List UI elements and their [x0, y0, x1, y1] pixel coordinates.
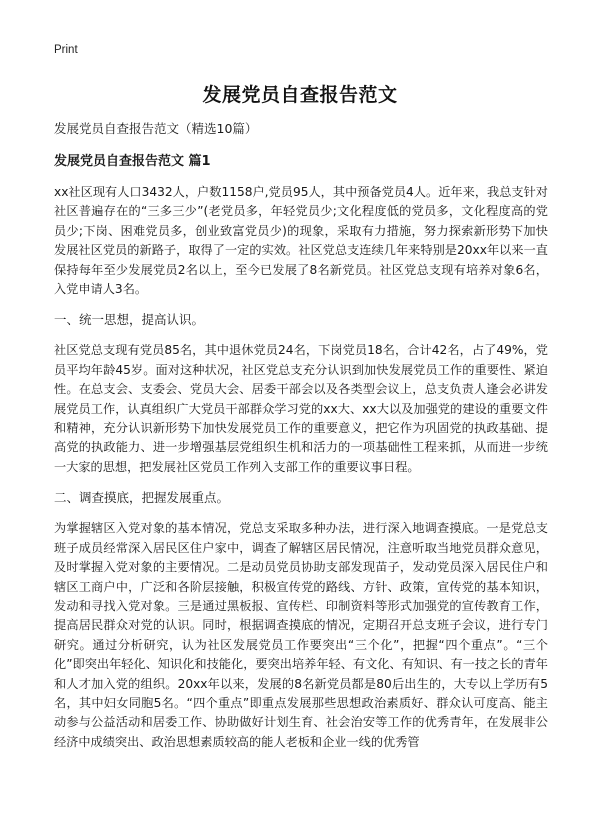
subheading-investigation: 二、调查摸底，把握发展重点。 — [54, 490, 230, 506]
print-label[interactable]: Print — [54, 44, 78, 56]
paragraph-investigation: 为掌握辖区入党对象的基本情况，党总支采取多种办法，进行深入地调查摸底。一是党总支班子成员经常深入居民区住户家中，调查了解辖区居民情况，注意听取当地党员群众意见，及时掌握入党对象的主要情况。二是动员党员协助支部发现苗子，发动党员深入居民住户和辖区工商户中，广泛和各阶层接触，积极宣传党的路线、方针、政策，宣传党的基本知识，发动和寻找入党对象。三是通过黑板报、宣传栏、印制资料等形式加强党的宣传教育工作，提高居民群众对党的认识。同时，根据调查摸底的情况，定期召开总支班子会议，进行专门研究。通过分析研究，认为社区发展党员工作要突出“三个化”，把握“四个重点”。“三个化”即突出年轻化、知识化和技能化，要突出培养年轻、有文化、有知识、有一技之长的青年和人才加入党的组织。20xx年以来，发展的8名新党员都是80后出生的，大专以上学历有5名，其中妇女同胞5名。“四个重点”即重点发展那些思想政治素质好、群众认可度高、能主动参与公益活动和居委工作、协助做好计划生育、社会治安等工作的优秀青年，在发展非公经济中成绩突出、政治思想素质较高的能人老板和企业一线的优秀管 — [54, 521, 548, 749]
section-heading: 发展党员自查报告范文 篇1 — [54, 154, 211, 169]
paragraph-intro: xx社区现有人口3432人，户数1158户,党员95人，其中预备党员4人。近年来，我总支针对社区普遍存在的“三多三少”(老党员多，年轻党员少;文化程度低的党员多，文化程度高的党员少;下岗、困难党员多，创业致富党员少)的现象，采取有力措施，努力探索新形势下加快发展社区党员的新路子，取得了一定的实效。社区党总支连续几年来特别是20xx年以来一直保持每年至少发展党员2名以上，至今已发展了8名新党员。社区党总支现有培养对象6名，入党申请人3名。 — [54, 185, 548, 297]
paragraph-unify-thinking: 社区党总支现有党员85名，其中退休党员24名，下岗党员18名，合计42名，占了49%，党员平均年龄45岁。面对这种状况，社区党总支充分认识到加快发展党员工作的重要性、紧迫性。在总支会、支委会、党员大会、居委干部会以及各类型会议上，总支负责人逢会必讲发展党员工作，认真组织广大党员干部群众学习党的xx大、xx大以及加强党的建设的重要文件和精神，充分认识新形势下加快发展党员工作的重要意义，把它作为巩固党的执政基础、提高党的执政能力、进一步增强基层党组织生机和活力的一项基础性工程来抓，从而进一步统一大家的思想，把发展社区党员工作列入支部工作的重要议事日程。 — [54, 343, 548, 474]
subheading-unify-thinking: 一、统一思想，提高认识。 — [54, 312, 205, 328]
document-title: 发展党员自查报告范文 — [202, 84, 398, 106]
document-body — [54, 120, 548, 764]
document-subtitle: 发展党员自查报告范文（精选10篇） — [54, 121, 258, 136]
